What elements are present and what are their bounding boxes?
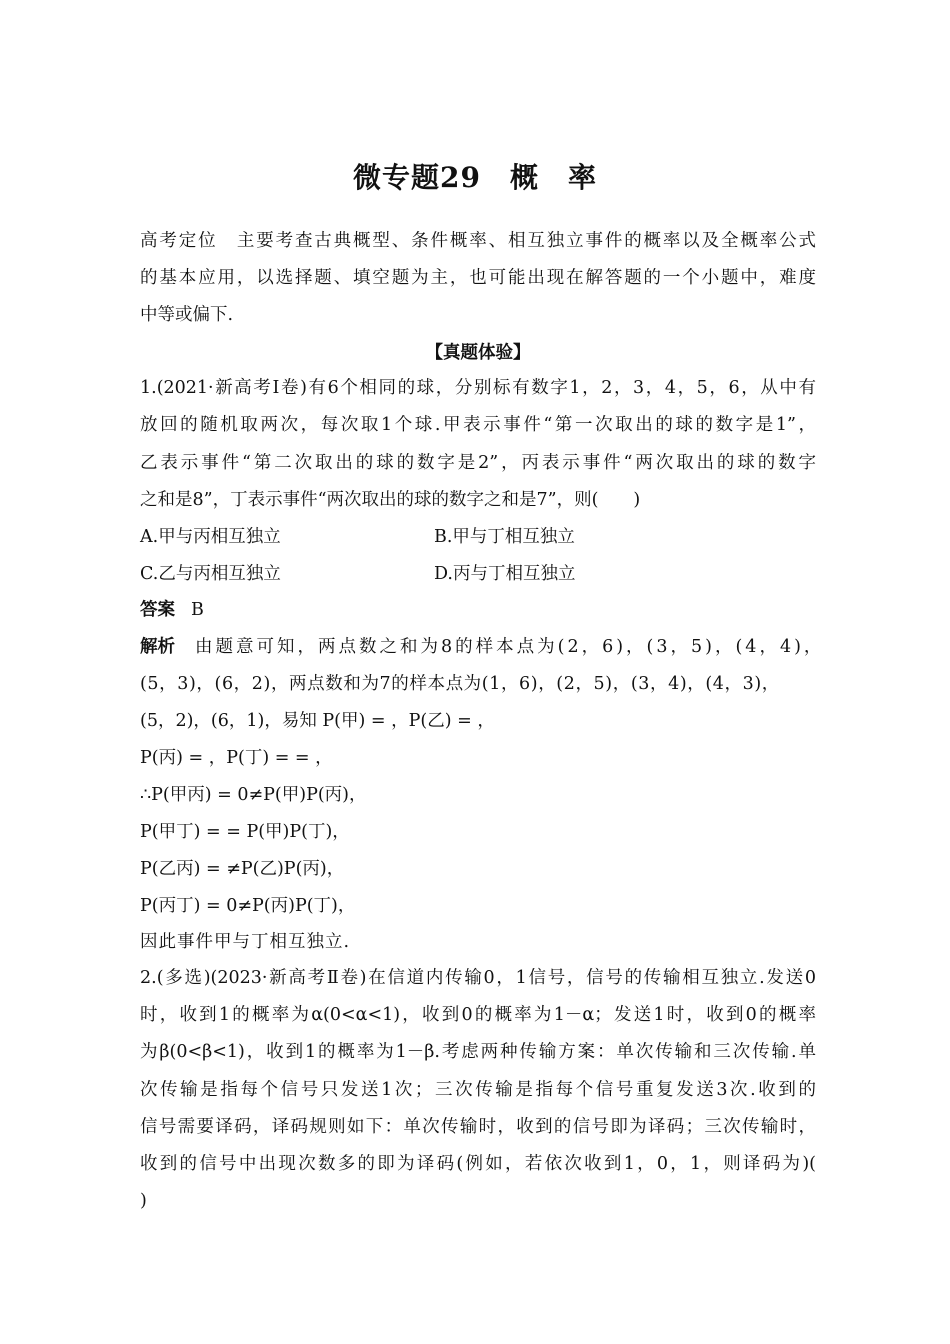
- q2-line-5: 信号需要译码，译码规则如下：单次传输时，收到的信号即为译码；三次传输时，: [140, 1117, 816, 1137]
- q1-line-2: 放回的随机取两次，每次取1个球.甲表示事件“第一次取出的球的数字是1”，: [140, 415, 816, 435]
- q2-line-1: 2.(多选)(2023·新高考Ⅱ卷)在信道内传输0，1信号，信号的传输相互独立.发送0: [140, 968, 816, 988]
- answer-label: 答案: [140, 600, 175, 620]
- answer-row: [140, 598, 816, 622]
- equation-4: P(乙丙) = ≠P(乙)P(丙)，: [140, 859, 345, 879]
- q1-line-4: 之和是8”，丁表示事件“两次取出的球的数字之和是7”，则( ): [140, 490, 641, 510]
- analysis-label: 解析: [140, 637, 175, 657]
- q2-line-6: 收到的信号中出现次数多的即为译码(例如，若依次收到1，0，1，则译码为)(: [140, 1154, 816, 1174]
- option-b: B.甲与丁相互独立: [434, 527, 575, 547]
- option-a: A.甲与丙相互独立: [140, 527, 281, 547]
- q2-line-2: 时，收到1的概率为α(0<α<1)，收到0的概率为1－α；发送1时，收到0的概率: [140, 1005, 816, 1025]
- option-c: C.乙与丙相互独立: [140, 564, 281, 584]
- page-title: 微专题29 概 率: [353, 161, 597, 194]
- intro-line-3: 中等或偏下.: [140, 305, 234, 325]
- section-heading: 【真题体验】: [425, 343, 531, 363]
- q2-line-3: 为β(0<β<1)，收到1的概率为1－β.考虑两种传输方案：单次传输和三次传输.单: [140, 1042, 816, 1062]
- analysis-line-3: (5，2)，(6，1)，易知 P(甲) = ，P(乙) = ，: [140, 711, 495, 731]
- equation-5: P(丙丁) = 0≠P(丙)P(丁)，: [140, 896, 356, 916]
- analysis-line-2: (5，3)，(6，2)，两点数和为7的样本点为(1，6)，(2，5)，(3，4)，(4，3)，: [140, 674, 780, 694]
- equation-1: P(丙) = ，P(丁) = = ，: [140, 748, 333, 768]
- answer-value: B: [191, 600, 204, 620]
- equation-2: ∴P(甲丙) = 0≠P(甲)P(丙)，: [140, 785, 367, 805]
- q1-line-1: 1.(2021·新高考Ⅰ卷)有6个相同的球，分别标有数字1，2，3，4，5，6，从中有: [140, 378, 816, 398]
- option-d: D.丙与丁相互独立: [434, 564, 576, 584]
- analysis-text-1: 由题意可知，两点数之和为8的样本点为(2，6)，(3，5)，(4，4)，: [195, 637, 825, 657]
- equation-3: P(甲丁) = = P(甲)P(丁)，: [140, 822, 350, 842]
- analysis-row-1: [140, 635, 825, 659]
- q2-line-4: 次传输是指每个信号只发送1次；三次传输是指每个信号重复发送3次.收到的: [140, 1080, 816, 1100]
- q2-line-7: ): [140, 1191, 147, 1211]
- intro-line-2: 的基本应用，以选择题、填空题为主，也可能出现在解答题的一个小题中，难度: [140, 268, 816, 288]
- q1-line-3: 乙表示事件“第二次取出的球的数字是2”，丙表示事件“两次取出的球的数字: [140, 453, 816, 473]
- conclusion: 因此事件甲与丁相互独立.: [140, 932, 351, 952]
- intro-line-1: 高考定位 主要考查古典概型、条件概率、相互独立事件的概率以及全概率公式: [140, 231, 816, 251]
